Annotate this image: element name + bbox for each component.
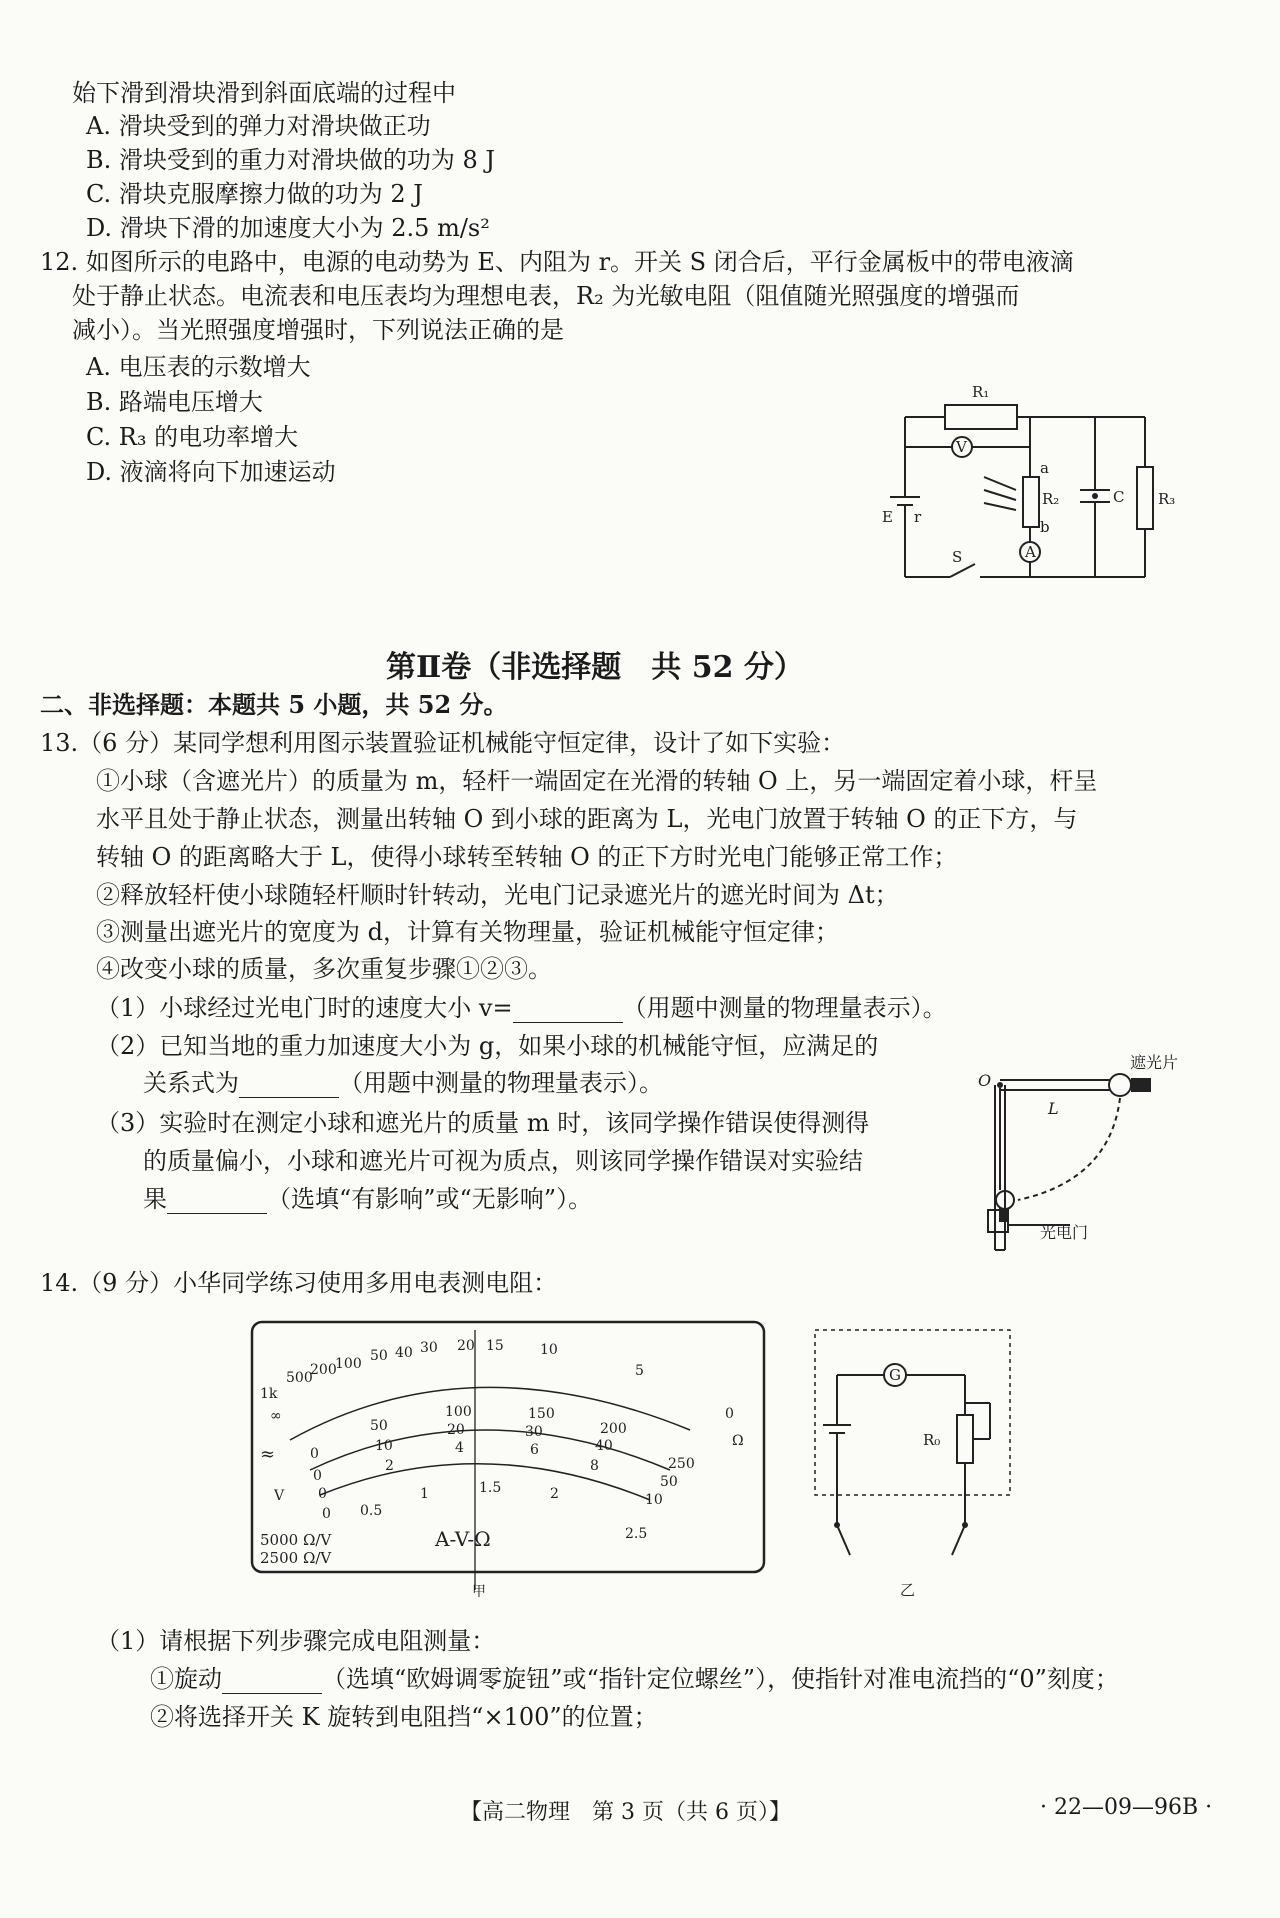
q11-option-d: D. 滑块下滑的加速度大小为 2.5 m/s² xyxy=(86,214,490,242)
q14-step1-text-a: ①旋动 xyxy=(150,1665,222,1693)
ac-tick-1-5: 1.5 xyxy=(479,1480,502,1496)
dc3-tick-0: 0 xyxy=(318,1486,327,1502)
dc3-tick-2: 2 xyxy=(385,1458,394,1474)
q14-sub1: （1）请根据下列步骤完成电阻测量： xyxy=(96,1627,496,1655)
q13-sub3-line2: 的质量偏小，小球和遮光片可视为质点，则该同学操作错误对实验结 xyxy=(143,1147,863,1175)
ohm-tick-20: 20 xyxy=(457,1338,475,1354)
ohm-tick-500: 500 xyxy=(286,1370,313,1386)
footer-code: · 22—09—96B · xyxy=(1040,1795,1213,1820)
q14-step1-text-b: （选填“欧姆调零旋钮”或“指针定位螺丝”），使指针对准电流挡的“0”刻度； xyxy=(322,1665,1119,1693)
caption-yi: 乙 xyxy=(900,1581,916,1599)
q13-sub2-line2 xyxy=(143,1068,663,1098)
dc-tick-100: 100 xyxy=(445,1404,472,1420)
q12-circuit-diagram xyxy=(880,372,1176,582)
label-l: L xyxy=(1048,1099,1059,1118)
v-mark: V xyxy=(274,1488,285,1504)
q13-sub2-line1: （2）已知当地的重力加速度大小为 g，如果小球的机械能守恒，应满足的 xyxy=(96,1032,879,1060)
q13-apparatus-diagram xyxy=(960,1050,1190,1260)
ac-tick-0: 0 xyxy=(322,1506,331,1522)
ohm-tick-100: 100 xyxy=(335,1356,362,1372)
dc-tick-50: 50 xyxy=(370,1418,388,1434)
q14-multimeter-dial xyxy=(250,1320,770,1600)
label-shade: 遮光片 xyxy=(1130,1053,1179,1072)
dc2-tick-40: 40 xyxy=(595,1438,613,1454)
label-e: E xyxy=(882,508,893,526)
label-r3: R₃ xyxy=(1158,490,1176,508)
label-r1: R₁ xyxy=(972,383,990,401)
label-a-terminal: a xyxy=(1040,459,1049,477)
meter-spec2: 2500 Ω/V xyxy=(260,1549,332,1567)
q11-option-a: A. 滑块受到的弹力对滑块做正功 xyxy=(86,112,431,140)
ohm-tick-15: 15 xyxy=(486,1338,504,1354)
dc-tick-250: 250 xyxy=(668,1456,695,1472)
label-v: V xyxy=(956,438,967,456)
label-o: O xyxy=(978,1071,992,1090)
ohm-tick-1k: 1k xyxy=(260,1386,278,1402)
q13-line7: ④改变小球的质量，多次重复步骤①②③。 xyxy=(96,955,552,983)
label-r: r xyxy=(914,508,922,526)
label-s: S xyxy=(952,548,963,566)
q11-stem-tail: 始下滑到滑块滑到斜面底端的过程中 xyxy=(72,79,456,107)
ohm-tick-5: 5 xyxy=(635,1363,644,1379)
q14-step1 xyxy=(150,1664,1119,1694)
label-c: C xyxy=(1113,488,1125,506)
q14-ohmmeter-circuit xyxy=(805,1325,1020,1600)
q12-option-a: A. 电压表的示数增大 xyxy=(86,353,311,381)
q13-sub3-blank[interactable] xyxy=(167,1189,267,1214)
dc2-tick-50: 50 xyxy=(660,1474,678,1490)
ac-tick-1: 1 xyxy=(420,1486,429,1502)
q13-sub1-text-a: （1）小球经过光电门时的速度大小 v= xyxy=(96,994,513,1022)
label-r0: R₀ xyxy=(923,1431,941,1449)
q13-line4: 转轴 O 的距离略大于 L，使得小球转至转轴 O 的正下方时光电门能够正常工作； xyxy=(96,843,958,871)
label-b-terminal: b xyxy=(1040,518,1050,536)
meter-spec1: 5000 Ω/V xyxy=(260,1531,332,1549)
dc3-tick-10: 10 xyxy=(645,1492,663,1508)
label-r2: R₂ xyxy=(1042,490,1060,508)
dc-tick-200: 200 xyxy=(600,1421,627,1437)
q12-stem-line3: 减小）。当光照强度增强时，下列说法正确的是 xyxy=(72,316,564,344)
q13-sub2-text-b: 关系式为 xyxy=(143,1069,239,1097)
q13-line3: 水平且处于静止状态，测量出转轴 O 到小球的距离为 L，光电门放置于转轴 O 的正下方，与 xyxy=(96,805,1078,833)
q13-sub1 xyxy=(96,993,947,1023)
ohm-tick-10: 10 xyxy=(540,1342,558,1358)
q13-line5: ②释放轻杆使小球随轻杆顺时针转动，光电门记录遮光片的遮光时间为 Δt； xyxy=(96,881,899,909)
q13-line2: ①小球（含遮光片）的质量为 m，轻杆一端固定在光滑的转轴 O 上，另一端固定着小球，杆呈 xyxy=(96,767,1098,795)
q12-option-b: B. 路端电压增大 xyxy=(86,388,263,416)
dc2-tick-10: 10 xyxy=(375,1438,393,1454)
caption-jia: 甲 xyxy=(472,1584,486,1600)
ac-tick-2: 2 xyxy=(550,1486,559,1502)
label-ammeter: A xyxy=(1025,543,1036,561)
q13-sub1-blank[interactable] xyxy=(513,998,623,1023)
q13-line1: 13.（6 分）某同学想利用图示装置验证机械能守恒定律，设计了如下实验： xyxy=(40,729,846,757)
q13-sub3-text-d: （选填“有影响”或“无影响”）。 xyxy=(267,1185,593,1213)
q13-line6: ③测量出遮光片的宽度为 d，计算有关物理量，验证机械能守恒定律； xyxy=(96,918,839,946)
dc3-tick-4: 4 xyxy=(455,1440,464,1456)
q12-stem-line2: 处于静止状态。电流表和电压表均为理想电表，R₂ 为光敏电阻（阻值随光照强度的增强而 xyxy=(72,282,1020,310)
ac-tick-2-5: 2.5 xyxy=(625,1526,648,1542)
ohm-tick-40: 40 xyxy=(395,1345,413,1361)
footer-page-info: 【高二物理 第 3 页（共 6 页）】 xyxy=(460,1800,791,1825)
q13-sub2-text-c: （用题中测量的物理量表示）。 xyxy=(339,1069,663,1097)
dc-tick-150: 150 xyxy=(528,1406,555,1422)
ohm-tick-200: 200 xyxy=(310,1362,337,1378)
q12-stem-line1: 12. 如图所示的电路中，电源的电动势为 E、内阻为 r。开关 S 闭合后，平行金属板中的带电液滴 xyxy=(40,248,1074,276)
q13-sub3-text-c: 果 xyxy=(143,1185,167,1213)
q11-option-c: C. 滑块克服摩擦力做的功为 2 J xyxy=(86,180,423,208)
ohm-unit: Ω xyxy=(732,1433,744,1449)
q14-step2: ②将选择开关 K 旋转到电阻挡“×100”的位置； xyxy=(150,1703,658,1731)
q13-sub2-blank[interactable] xyxy=(239,1073,339,1098)
q12-option-d: D. 液滴将向下加速运动 xyxy=(86,458,336,486)
q13-sub3-line1: （3）实验时在测定小球和遮光片的质量 m 时，该同学操作错误使得测得 xyxy=(96,1109,870,1137)
ac-mark-icon: ≈ xyxy=(260,1444,276,1465)
label-gate: 光电门 xyxy=(1040,1223,1089,1242)
ohm-tick-50: 50 xyxy=(370,1348,388,1364)
dc3-tick-6: 6 xyxy=(530,1442,539,1458)
dc-tick-0: 0 xyxy=(310,1446,319,1462)
part2-title: 第Ⅱ卷（非选择题 共 52 分） xyxy=(386,650,804,685)
q14-step1-blank[interactable] xyxy=(222,1669,322,1694)
ohm-tick-0: 0 xyxy=(725,1406,734,1422)
q14-stem: 14.（9 分）小华同学练习使用多用电表测电阻： xyxy=(40,1269,558,1297)
label-g: G xyxy=(889,1366,901,1384)
q12-option-c: C. R₃ 的电功率增大 xyxy=(86,423,299,451)
dc2-tick-30: 30 xyxy=(525,1424,543,1440)
meter-name: A-V-Ω xyxy=(435,1527,491,1551)
q13-sub1-text-b: （用题中测量的物理量表示）。 xyxy=(622,994,947,1022)
dc2-tick-20: 20 xyxy=(447,1422,465,1438)
q11-option-b: B. 滑块受到的重力对滑块做的功为 8 J xyxy=(86,146,496,174)
ohm-tick-30: 30 xyxy=(420,1340,438,1356)
q13-sub3-line3 xyxy=(143,1184,592,1214)
ohm-tick-inf: ∞ xyxy=(270,1408,282,1424)
dc3-tick-8: 8 xyxy=(590,1458,599,1474)
ac-tick-0-5: 0.5 xyxy=(360,1503,383,1519)
part2-subtitle: 二、非选择题：本题共 5 小题，共 52 分。 xyxy=(40,690,508,719)
dc2-tick-0: 0 xyxy=(313,1468,322,1484)
